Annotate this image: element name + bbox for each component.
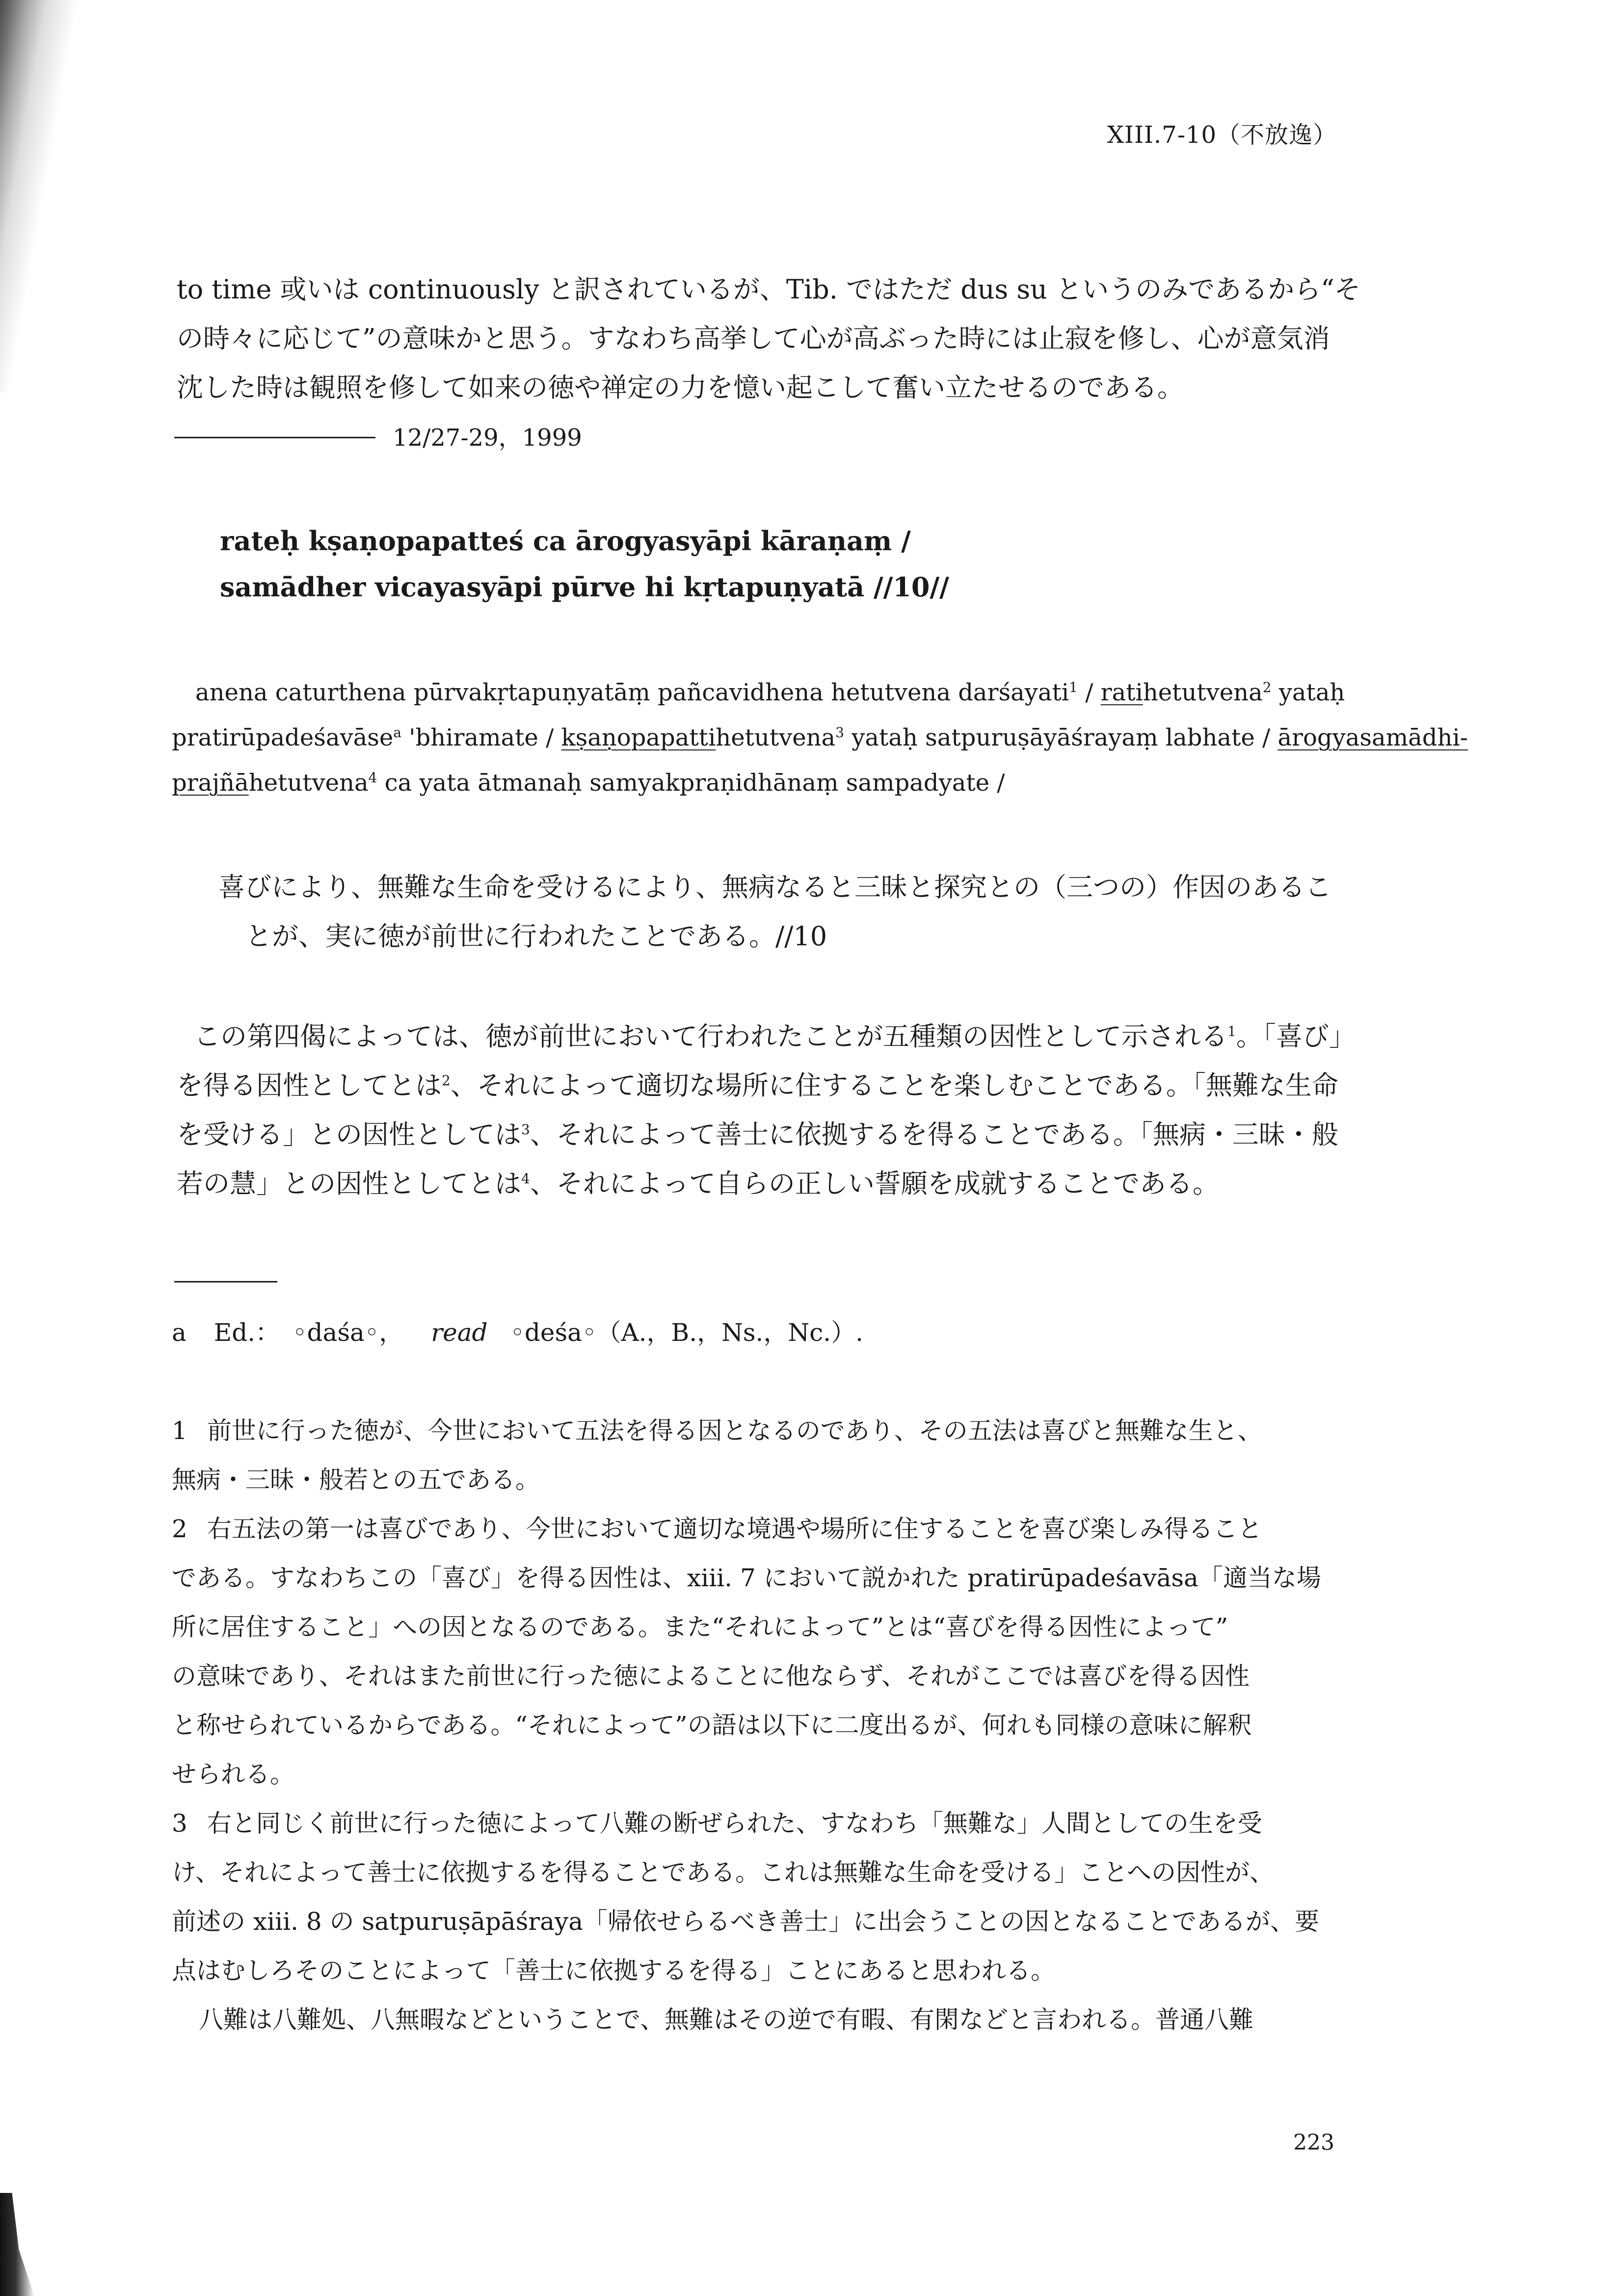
underlined-term: ārogyasamādhi-: [1278, 724, 1468, 751]
commentary-text: anena caturthena pūrvakṛtapuṇyatāṃ pañcavidhena hetutvena darśayati: [195, 679, 1069, 706]
footnote-2-line-3: 所に居住すること」への因となるのである。また“それによって”とは“喜びを得る因性によって”: [172, 1613, 1228, 1641]
note-ed: Ed.：: [213, 1318, 280, 1347]
explanation-text: 、それによって適切な場所に住することを楽しむことである。「無難な生命: [450, 1070, 1338, 1101]
commentary-text: ca yata ātmanaḥ samyakpraṇidhānaṃ sampadyate /: [377, 769, 1005, 797]
footnote-3-line-2: け、それによって善士に依拠するを得ることである。これは無難な生命を受ける」ことへの因性が、: [172, 1858, 1274, 1887]
intro-line-3: 沈した時は観照を修して如来の徳や禅定の力を憶い起こして奮い立たせるのである。: [177, 372, 1184, 403]
explanation-text: を受ける」との因性としては: [177, 1119, 521, 1150]
footnote-3-line-3: 前述の xiii. 8 の satpuruṣāpāśraya「帰依せらるべき善士」に出会うことの因となることであるが、要: [172, 1907, 1320, 1936]
commentary-text: /: [1077, 679, 1101, 706]
underlined-term: prajñā: [172, 769, 249, 797]
footnote-2-line-6: せられる。: [172, 1760, 294, 1789]
explanation-text: 若の慧」との因性としてとは: [177, 1168, 521, 1199]
date-line: 12/27-29，1999: [393, 424, 582, 452]
page-number: 223: [1293, 2130, 1334, 2155]
footnote-number: 3: [172, 1809, 187, 1838]
fn-ref: 3: [835, 724, 844, 741]
commentary-text: yataḥ: [1271, 679, 1345, 706]
commentary-line-2: [172, 710, 1468, 760]
footnote-2-line-5: と称せられているからである。“それによって”の語は以下に二度出るが、何れも同様の意味に解釈: [172, 1711, 1252, 1739]
commentary-text: hetutvena: [716, 724, 836, 751]
footnote-2-line-2: である。すなわちこの「喜び」を得る因性は、xiii. 7 において説かれた pratirūpadeśavāsa「適当な場: [172, 1564, 1321, 1592]
scan-corner-shadow: [0, 2193, 34, 2296]
translation-line-2: とが、実に徳が前世に行われたことである。//10: [245, 921, 827, 952]
note-reading-ed: ◦daśa◦，: [293, 1318, 404, 1347]
explanation-line-1: [194, 1007, 1356, 1061]
explanation-line-3: [177, 1105, 1338, 1159]
intro-line-2: の時々に応じて”の意味かと思う。すなわち高挙して心が高ぶった時には止寂を修し、心が意気消: [177, 323, 1330, 354]
underlined-term: kṣaṇopapatti: [561, 724, 716, 751]
footnote-3-line-4: 点はむしろそのことによって「善士に依拠するを得る」ことにあると思われる。: [172, 1956, 1055, 1985]
verse-line-2: samādher vicayasyāpi pūrve hi kṛtapuṇyatā //10//: [220, 571, 949, 603]
footnote-separator: [174, 1281, 277, 1282]
explanation-text: 、それによって善士に依拠するを得ることである。「無病・三昧・般: [530, 1119, 1338, 1150]
explanation-line-2: [177, 1056, 1338, 1110]
commentary-text: yataḥ satpuruṣāyāśrayaṃ labhate /: [844, 724, 1278, 751]
footnote-3-line-1: [172, 1799, 1262, 1848]
translation-line-1: 喜びにより、無難な生命を受けるにより、無病なると三昧と探究との（三つの）作因のあるこ: [218, 872, 1331, 903]
commentary-line-1: [195, 665, 1345, 715]
footnote-text: 右五法の第一は喜びであり、今世において適切な境遇や場所に住することを喜び楽しみ得ること: [207, 1515, 1262, 1543]
footnote-number: 1: [172, 1416, 187, 1445]
footnote-2-line-1: [172, 1504, 1262, 1553]
intro-line-1: to time 或いは continuously と訳されているが、Tib. ではただ dus su というのみであるから“そ: [177, 274, 1361, 305]
commentary-text: hetutvena: [1143, 679, 1263, 706]
footnote-2-line-4: の意味であり、それはまた前世に行った徳によることに他ならず、それがここでは喜びを得る因性: [172, 1662, 1250, 1690]
scan-edge-shadow: [0, 0, 128, 393]
footnote-text: 右と同じく前世に行った徳によって八難の断ぜられた、すなわち「無難な」人間としての生を受: [207, 1809, 1262, 1838]
commentary-text: hetutvena: [248, 769, 369, 797]
fn-ref: 1: [1227, 1023, 1236, 1040]
explanation-text: この第四偈によっては、徳が前世において行われたことが五種類の因性として示される: [194, 1021, 1227, 1052]
footnote-1-line-1: [172, 1406, 1262, 1455]
date-dash-rule: [174, 437, 375, 438]
explanation-line-4: [177, 1154, 1219, 1208]
commentary-line-3: [172, 755, 1005, 805]
fn-ref: 2: [442, 1072, 451, 1089]
explanation-text: 。「喜び」: [1236, 1021, 1356, 1052]
textual-note-a: [172, 1308, 863, 1357]
commentary-text: pratirūpadeśavāse: [172, 724, 394, 751]
note-label: a: [172, 1318, 186, 1347]
note-ref: a: [393, 724, 401, 741]
underlined-term: rati: [1100, 679, 1143, 706]
note-reading-correct: ◦deśa◦（A.，B.，Ns.，Nc.）.: [510, 1318, 863, 1347]
fn-ref: 4: [368, 770, 377, 786]
fn-ref: 2: [1262, 679, 1272, 695]
fn-ref: 1: [1069, 679, 1078, 695]
commentary-text: 'bhiramate /: [401, 724, 561, 751]
note-read: read: [431, 1318, 488, 1347]
footnote-1-line-2: 無病・三昧・般若との五である。: [172, 1466, 540, 1494]
explanation-text: を得る因性としてとは: [177, 1070, 442, 1101]
footnote-number: 2: [172, 1515, 187, 1543]
final-line: 八難は八難処、八無暇などということで、無難はその逆で有暇、有閑などと言われる。普通八難: [199, 2005, 1253, 2034]
verse-line-1: rateḥ kṣaṇopapatteś ca ārogyasyāpi kāraṇaṃ /: [220, 525, 911, 557]
fn-ref: 4: [521, 1171, 530, 1187]
running-header: XIII.7-10（不放逸）: [1107, 121, 1337, 149]
explanation-text: 、それによって自らの正しい誓願を成就することである。: [530, 1168, 1219, 1199]
footnote-text: 前世に行った徳が、今世において五法を得る因となるのであり、その五法は喜びと無難な生と、: [207, 1416, 1262, 1445]
fn-ref: 3: [521, 1121, 530, 1138]
